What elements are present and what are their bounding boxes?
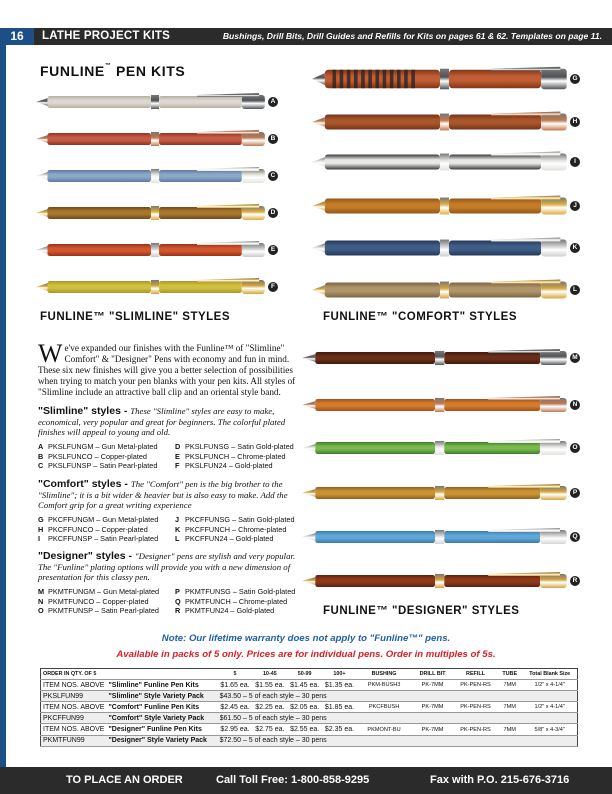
table-header-cell: TUBE	[497, 669, 522, 680]
kit-option-text: PKMTFUNSG – Satin Gold-plated	[185, 587, 296, 596]
kit-option-letter: I	[38, 534, 41, 544]
table-header-row	[41, 669, 578, 680]
table-cell: 7MM	[497, 724, 522, 735]
kit-option-letter: D	[175, 442, 181, 451]
pen-illustration	[36, 91, 266, 113]
kit-option-letter: M	[38, 587, 45, 596]
pen-letter-badge: M	[570, 353, 580, 363]
pen-illustration	[302, 394, 568, 416]
table-cell: $2.05 ea.	[287, 702, 322, 713]
kit-option	[38, 452, 175, 462]
table-cell: PKCFBUSH	[357, 702, 411, 713]
kit-option-text: PKCFFUN24 – Gold-plated	[185, 534, 274, 544]
table-cell: PKMTFUN99	[41, 735, 107, 746]
page-number: 16	[0, 28, 34, 45]
designer-desc: "Designer" pens are stylish and very popular. The "Funline" plating options will provide you with a new dimension of presentation for this classy pen.	[38, 551, 296, 582]
table-cell: 7MM	[497, 680, 522, 691]
pen-j	[312, 194, 577, 218]
table-row	[41, 713, 578, 724]
table-cell: ITEM NOS. ABOVE	[41, 680, 107, 691]
pen-letter-badge: I	[570, 157, 580, 167]
table-cell: $2.25 ea.	[252, 702, 287, 713]
kit-option-letter: L	[175, 534, 180, 544]
pen-illustration	[36, 202, 266, 224]
kit-option	[38, 442, 175, 452]
kit-option-text: PKMTFUNCH – Chrome-plated	[185, 596, 288, 606]
kit-option	[38, 525, 175, 535]
kit-option-text: PKSLFUNSG – Satin Gold-plated	[185, 442, 294, 451]
table-cell: "Slimline" Style Variety Pack	[106, 691, 217, 702]
pen-letter-badge: D	[268, 208, 278, 218]
table-cell: "Slimline" Funline Pen Kits	[106, 680, 217, 691]
kit-option-text: PKCFFUNSG – Satin Gold-plated	[185, 515, 295, 524]
table-cell: $2.35 ea.	[322, 724, 357, 735]
table-cell: ITEM NOS. ABOVE	[41, 724, 107, 735]
designer-description	[38, 551, 308, 583]
table-cell: PKSLFUN99	[41, 691, 107, 702]
kit-option-text: PKSLFUNCO – Copper-plated	[48, 451, 147, 461]
comfort-title: "Comfort" styles -	[38, 478, 131, 490]
kit-option	[175, 597, 308, 607]
kit-option-letter: E	[175, 451, 180, 461]
table-row	[41, 680, 578, 691]
kit-option	[38, 534, 175, 544]
kit-option-letter: J	[175, 515, 180, 524]
kit-option-text: PKCFFUNGM – Gun Metal-plated	[48, 515, 159, 524]
header-bar	[0, 28, 612, 45]
kit-option	[175, 442, 308, 452]
pen-a	[36, 91, 276, 113]
kit-option-letter: F	[175, 461, 180, 471]
kit-option-letter: P	[175, 587, 180, 596]
table-cell: $2.75 ea.	[252, 724, 287, 735]
page-title-brand: FUNLINE	[40, 63, 105, 79]
table-cell: $2.45 ea.	[218, 702, 253, 713]
pen-illustration	[302, 347, 568, 369]
kit-option	[175, 515, 308, 525]
table-cell: $72.50 – 5 of each style – 30 pens	[218, 735, 578, 746]
kit-option-letter: R	[175, 606, 181, 616]
pen-illustration	[302, 482, 568, 504]
kit-option-letter: K	[175, 524, 181, 534]
kit-option-text: PKCFFUNSP – Satin Pearl-plated	[48, 534, 159, 544]
slimline-section-label: FUNLINE™ "SLIMLINE" STYLES	[40, 311, 231, 323]
kit-option	[38, 515, 175, 525]
kit-option-letter: B	[38, 451, 44, 461]
kit-option-text: PKMTFUNSP – Satin Pearl-plated	[48, 606, 159, 616]
page-title-rest: PEN KITS	[111, 63, 186, 79]
kit-option-text: PKCFFUNCH – Chrome-plated	[185, 524, 287, 534]
page-title	[40, 63, 185, 79]
pen-k	[312, 236, 578, 260]
pen-illustration	[312, 236, 568, 260]
table-header-cell: BUSHING	[357, 669, 411, 680]
kit-option-text: PKSLFUNSP – Satin Pearl-plated	[48, 461, 158, 471]
table-header-cell: 100+	[322, 669, 357, 680]
warranty-note: Note: Our lifetime warranty does not apply to "Funline™" pens.	[161, 633, 451, 644]
kit-option	[38, 597, 175, 607]
table-cell: 7MM	[497, 702, 522, 713]
slimline-options	[38, 442, 308, 471]
table-cell: "Designer" Style Variety Pack	[106, 735, 217, 746]
table-cell: 1/2" x 4-1/4"	[522, 680, 577, 691]
kit-option-text: PKMTFUNGM – Gun Metal-plated	[48, 587, 160, 596]
table-row	[41, 702, 578, 713]
table-cell: "Designer" Funline Pen Kits	[106, 724, 217, 735]
pen-f	[36, 276, 275, 298]
pen-illustration	[312, 64, 568, 94]
table-cell: PK-PEN-RS	[454, 724, 497, 735]
pen-m	[302, 347, 578, 369]
pen-letter-badge: L	[570, 285, 580, 295]
pen-p	[302, 482, 578, 504]
kit-option	[175, 587, 308, 597]
packs-note: Available in packs of 5 only. Prices are for individual pens. Order in multiples of 5s.	[116, 649, 496, 660]
pen-e	[36, 239, 276, 261]
pen-q	[302, 526, 578, 548]
pen-illustration	[302, 437, 568, 459]
kit-option	[175, 525, 308, 535]
table-header-cell: 5	[218, 669, 253, 680]
intro-dropcap: W	[38, 339, 63, 368]
kit-option-letter: Q	[175, 596, 181, 606]
kit-option-letter: G	[38, 515, 44, 524]
table-cell: $2.95 ea.	[218, 724, 253, 735]
table-cell: PK-PEN-RS	[454, 680, 497, 691]
pen-illustration	[312, 278, 568, 302]
pen-letter-badge: J	[570, 201, 580, 211]
pen-letter-badge: E	[268, 245, 278, 255]
pen-illustration	[312, 194, 568, 218]
pen-letter-badge: R	[570, 576, 580, 586]
table-cell: $1.55 ea.	[252, 680, 287, 691]
kit-option-letter: H	[38, 524, 44, 534]
kit-option	[175, 461, 308, 471]
table-header-cell: ORDER IN QTY. OF 5	[41, 669, 107, 680]
comfort-description	[38, 479, 308, 511]
footer-order: TO PLACE AN ORDER	[66, 774, 183, 786]
pen-illustration	[302, 526, 568, 548]
pen-illustration	[36, 128, 266, 150]
pen-illustration	[302, 570, 568, 592]
pen-l	[312, 278, 577, 302]
table-row	[41, 724, 578, 735]
table-cell: $1.65 ea.	[218, 680, 253, 691]
table-header-cell	[106, 669, 217, 680]
table-cell: $1.35 ea.	[322, 680, 357, 691]
pen-illustration	[36, 239, 266, 261]
table-cell: $1.45 ea.	[287, 680, 322, 691]
designer-section-label: FUNLINE™ "DESIGNER" STYLES	[323, 605, 520, 617]
pen-d	[36, 202, 276, 224]
kit-option	[175, 452, 308, 462]
pen-letter-badge: N	[570, 400, 580, 410]
footer-bar	[0, 767, 612, 794]
intro-paragraph	[38, 339, 300, 398]
pen-letter-badge: A	[268, 97, 278, 107]
pen-letter-badge: P	[570, 488, 580, 498]
table-row	[41, 735, 578, 746]
table-cell: PK-PEN-RS	[454, 702, 497, 713]
table-cell: "Comfort" Style Variety Pack	[106, 713, 217, 724]
slimline-desc: These "Slimline" styles are easy to make, economical, very popular and great for beginners. The colorful plated finishes will appeal to young and old.	[38, 406, 286, 437]
table-cell: $43.50 – 5 of each style – 30 pens	[218, 691, 578, 702]
pen-illustration	[36, 276, 266, 298]
intro-text: e've expanded our finishes with the Funline™ of "Slimline" Comfort" & "Designer" Pens with economy and fun in mind. These six new finishes will give you a better selection of possibilities when trying to match your pen blanks with your pen kits. All styles of "Slimline include an attractive ball clip and an oriental style band.	[38, 343, 296, 397]
table-cell: $1.85 ea.	[322, 702, 357, 713]
comfort-desc: The "Comfort" pen is the big brother to the "Slimline"; it is a bit wider & heavier but is also easy to make. Add the Comfort grip for a great writing experience	[38, 479, 288, 510]
pen-letter-badge: H	[570, 117, 580, 127]
slimline-description	[38, 406, 308, 438]
kit-option-letter: A	[38, 442, 44, 451]
table-cell: PK-7MM	[411, 724, 454, 735]
kit-option-letter: O	[38, 606, 44, 616]
pen-letter-badge: K	[570, 243, 580, 253]
kit-option-text: PKMTFUNCO – Copper-plated	[48, 596, 149, 606]
kit-option	[175, 534, 308, 544]
kit-option	[38, 606, 175, 616]
pen-letter-badge: Q	[570, 532, 580, 542]
kit-option-text: PKSLFUNCH – Chrome-plated	[185, 451, 286, 461]
header-note: Bushings, Drill Bits, Drill Guides and Refills for Kits on pages 61 & 62. Templates on page 11.	[222, 31, 602, 41]
pen-letter-badge: O	[570, 443, 580, 453]
kit-option-text: PKSLFUNGM – Gun Metal-plated	[48, 442, 158, 451]
pen-h	[312, 110, 578, 134]
comfort-options	[38, 515, 308, 544]
table-cell: PKM-BUSH3	[357, 680, 411, 691]
pen-letter-badge: F	[268, 282, 278, 292]
table-header-cell: 10-45	[252, 669, 287, 680]
kit-option	[38, 587, 175, 597]
designer-options	[38, 587, 308, 616]
pen-r	[302, 570, 578, 592]
table-cell: $61.50 – 5 of each style – 30 pens	[218, 713, 578, 724]
table-cell: "Comfort" Funline Pen Kits	[106, 702, 217, 713]
pen-illustration	[36, 165, 266, 187]
price-table	[40, 668, 578, 747]
pen-illustration	[312, 150, 568, 174]
pen-c	[36, 165, 276, 187]
kit-option	[38, 461, 175, 471]
pen-i	[312, 150, 576, 174]
table-header-cell: Total Blank Size	[522, 669, 577, 680]
table-cell: PK-7MM	[411, 702, 454, 713]
pen-letter-badge: C	[268, 171, 278, 181]
kit-option-letter: N	[38, 596, 44, 606]
table-cell: ITEM NOS. ABOVE	[41, 702, 107, 713]
table-cell: PK-7MM	[411, 680, 454, 691]
pen-letter-badge: G	[570, 74, 580, 84]
kit-option-text: PKCFFUNCO – Copper-plated	[48, 524, 148, 534]
kit-option-text: PKMTFUN24 – Gold-plated	[185, 606, 275, 616]
table-header-cell: DRILL BIT	[411, 669, 454, 680]
kit-option	[175, 606, 308, 616]
table-header-cell: 50-99	[287, 669, 322, 680]
pen-illustration	[312, 110, 568, 134]
table-cell: 1/2" x 4-1/4"	[522, 702, 577, 713]
pen-b	[36, 128, 276, 150]
table-cell: PKMONT-BU	[357, 724, 411, 735]
footer-phone[interactable]: Call Toll Free: 1-800-858-9295	[216, 774, 370, 786]
pen-letter-badge: B	[268, 134, 278, 144]
footer-fax: Fax with P.O. 215-676-3716	[430, 774, 570, 786]
table-cell: $2.55 ea.	[287, 724, 322, 735]
page-title-tm: ™	[104, 63, 112, 69]
table-header-cell: REFILL	[454, 669, 497, 680]
pen-g	[312, 64, 578, 94]
table-row	[41, 691, 578, 702]
slimline-title: "Slimline" styles -	[38, 405, 131, 417]
header-title: LATHE PROJECT KITS	[42, 30, 170, 42]
table-cell: 5/8" x 4-3/4"	[522, 724, 577, 735]
kit-option-letter: C	[38, 461, 44, 471]
designer-title: "Designer" styles -	[38, 550, 135, 562]
comfort-section-label: FUNLINE™ "COMFORT" STYLES	[323, 311, 517, 323]
kit-option-text: PKSLFUN24 – Gold-plated	[185, 461, 273, 471]
pen-n	[302, 394, 578, 416]
pen-o	[302, 437, 578, 459]
table-cell: PKCFFUN99	[41, 713, 107, 724]
